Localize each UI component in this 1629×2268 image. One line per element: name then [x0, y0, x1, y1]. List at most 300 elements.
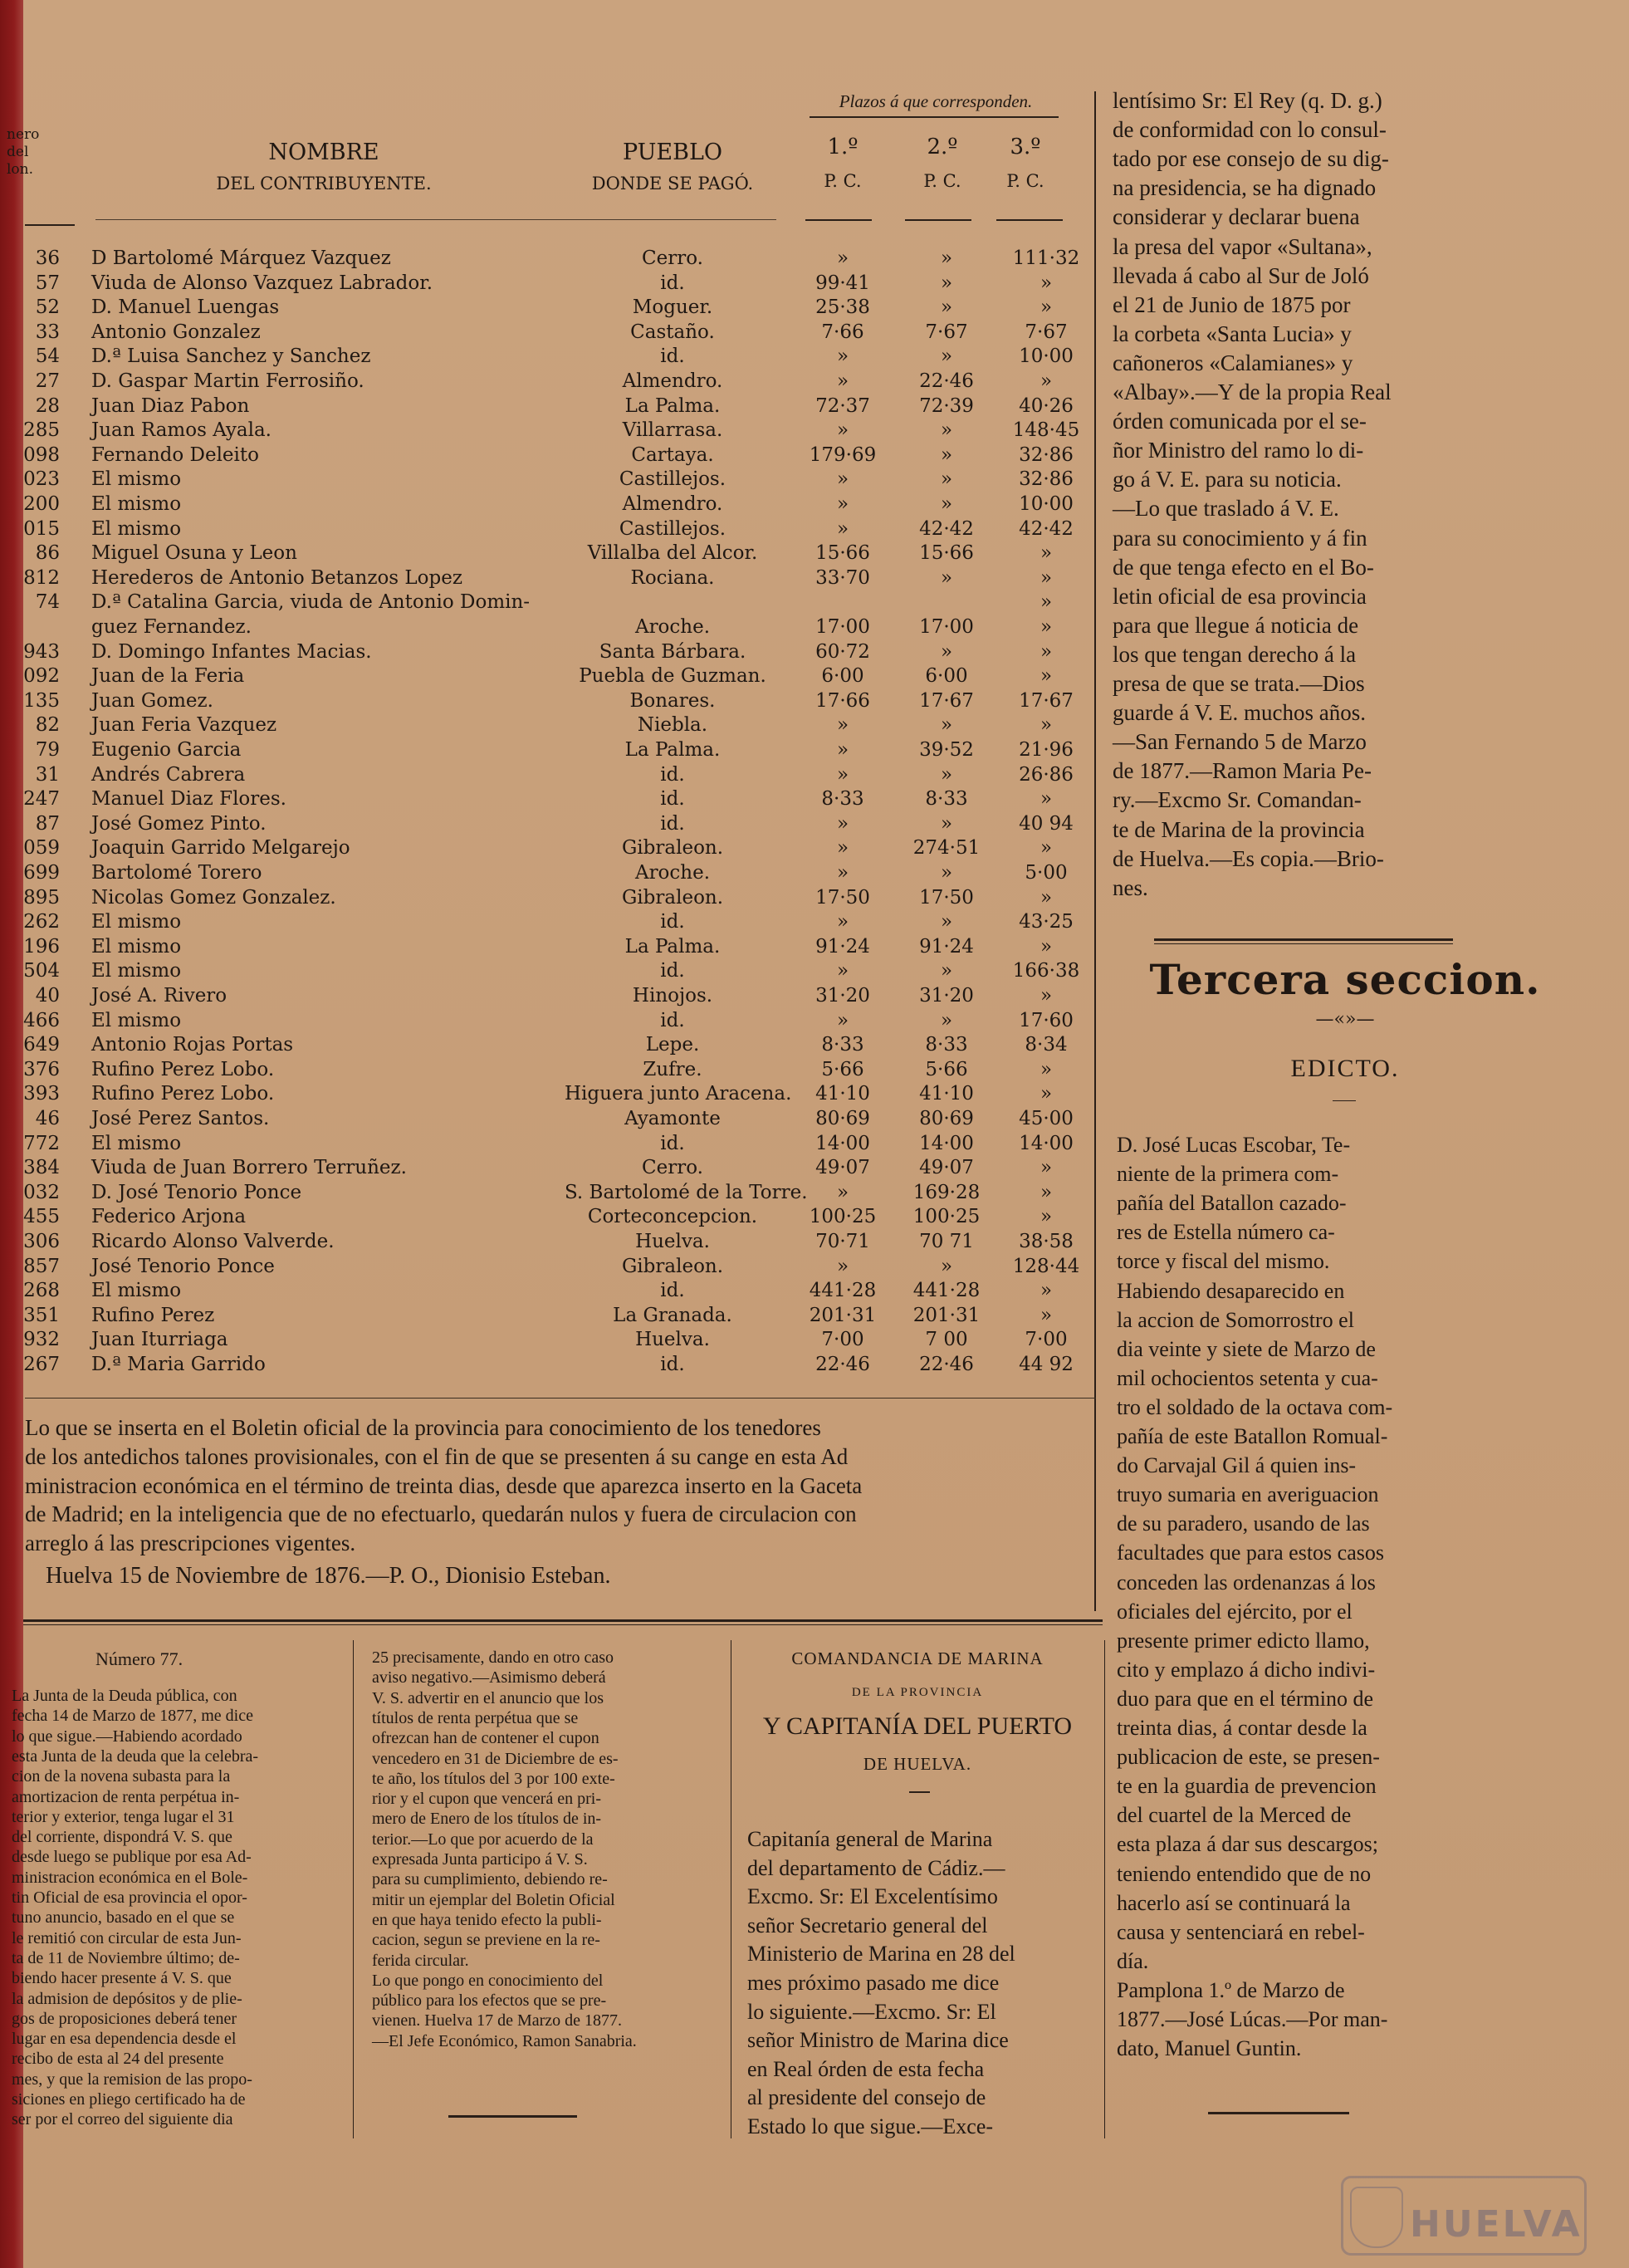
row-plazo-2: »	[940, 566, 953, 589]
row-plazo-2: 14·00	[919, 1132, 974, 1154]
right-text-line: de que tenga efecto en el Bo-	[1113, 554, 1374, 580]
row-plazo-2: 22·46	[919, 370, 974, 392]
numero77-line: amortizacion de renta perpétua in-	[12, 1787, 240, 1806]
contributor-name: Juan de la Feria	[91, 665, 245, 688]
right-text-line: guarde á V. E. muchos años.	[1113, 700, 1366, 726]
row-plazo-2: »	[940, 443, 953, 466]
row-plazo-3: 32·86	[1019, 443, 1074, 466]
table-row	[0, 1057, 1079, 1082]
table-row	[0, 934, 1079, 959]
row-pueblo: Castillejos.	[619, 517, 726, 540]
row-number: 31	[35, 763, 60, 786]
row-plazo-1: 41·10	[815, 1083, 870, 1105]
row-plazo-2: »	[940, 812, 953, 835]
row-plazo-2: 49·07	[919, 1157, 974, 1179]
row-plazo-3: »	[1040, 1280, 1053, 1302]
row-pueblo: Villalba del Alcor.	[587, 542, 758, 565]
comandancia-line: señor Ministro de Marina dice	[747, 2028, 1009, 2053]
row-pueblo: id.	[660, 1009, 685, 1031]
numero77-line: esta Junta de la deuda que la celebra-	[12, 1746, 259, 1766]
edicto-line: duo para que en el término de	[1117, 1686, 1373, 1711]
contributor-name: Eugenio Garcia	[91, 739, 242, 761]
edicto-line: pañía del Batallon cazado-	[1117, 1191, 1347, 1216]
row-plazo-3: 5·00	[1025, 862, 1068, 884]
contributor-name: Rufino Perez Lobo.	[91, 1083, 275, 1105]
row-plazo-3: »	[1040, 714, 1053, 737]
table-row	[0, 860, 1079, 885]
numero77-line: recibo de esta al 24 del presente	[12, 2050, 224, 2069]
row-number: 46	[35, 1108, 60, 1129]
row-plazo-1: »	[836, 1255, 849, 1277]
table-row	[0, 1155, 1079, 1180]
right-text-line: ñor Ministro del ramo lo di-	[1113, 438, 1364, 463]
edicto-line: pañía de este Batallon Romual-	[1117, 1424, 1388, 1448]
row-number: 895	[23, 886, 60, 909]
numero77-line: tin Oficial de esa provincia el opor-	[12, 1888, 247, 1907]
edicto-line: conceden las ordenanzas á los	[1117, 1570, 1376, 1594]
right-text-line: lentísimo Sr: El Rey (q. D. g.)	[1113, 88, 1382, 113]
row-plazo-3: »	[1040, 591, 1053, 614]
row-plazo-1: 25·38	[815, 296, 870, 319]
row-plazo-2: 441·28	[912, 1280, 981, 1302]
row-number: 247	[23, 788, 60, 811]
row-plazo-3: 128·44	[1012, 1255, 1080, 1277]
row-plazo-1: »	[836, 419, 849, 442]
plazos-rule	[810, 116, 1059, 118]
right-text-line: para que llegue á noticia de	[1113, 612, 1359, 638]
right-text-line: considerar y declarar buena	[1113, 204, 1360, 230]
table-row	[0, 811, 1079, 836]
edicto-line: truyo sumaria en averiguacion	[1117, 1482, 1379, 1507]
table-row	[0, 983, 1079, 1008]
table-row	[0, 786, 1079, 811]
row-pueblo: id.	[660, 1280, 685, 1302]
table-row	[0, 909, 1079, 934]
numero77-line: ministracion económica en el Bole-	[12, 1868, 248, 1887]
row-number: 772	[23, 1132, 60, 1154]
row-number: 023	[23, 468, 60, 491]
row-plazo-1: 8·33	[821, 1034, 864, 1056]
notice-line: de Madrid; en la inteligencia que de no efectuarlo, quedarán nulos y fuera de circulacion con	[25, 1501, 857, 1527]
row-plazo-3: 17·60	[1019, 1009, 1074, 1031]
row-number: 466	[23, 1009, 60, 1031]
contributor-name: D.ª Catalina Garcia, viuda de Antonio Domin-	[91, 591, 531, 614]
contributor-name: El mismo	[91, 468, 182, 491]
contributor-name: D. José Tenorio Ponce	[91, 1181, 302, 1203]
table-row	[0, 1254, 1079, 1279]
right-text-line: tado por ese consejo de su dig-	[1113, 146, 1389, 172]
header-rule-1	[805, 219, 872, 221]
row-number: 74	[35, 591, 60, 614]
contributor-name: Federico Arjona	[91, 1206, 247, 1228]
row-plazo-3: »	[1040, 616, 1053, 638]
right-text-line: la presa del vapor «Sultana»,	[1113, 233, 1372, 259]
row-number: 196	[23, 935, 60, 958]
row-pueblo: Almendro.	[622, 493, 723, 515]
contributor-name: Joaquin Garrido Melgarejo	[91, 837, 350, 860]
row-plazo-1: 15·66	[815, 542, 870, 565]
numero77-line: V. S. advertir en el anuncio que los	[372, 1688, 604, 1707]
shield-icon	[1350, 2187, 1403, 2248]
contributor-name: Fernando Deleito	[91, 443, 259, 466]
row-plazo-3: 40·26	[1019, 394, 1074, 417]
numero77-line: vencedero en 31 de Diciembre de es-	[372, 1749, 619, 1768]
row-plazo-2: »	[940, 247, 953, 269]
row-plazo-3: 21·96	[1019, 739, 1074, 761]
numero77-line: fecha 14 de Marzo de 1877, me dice	[12, 1707, 253, 1726]
row-number: 943	[23, 640, 60, 663]
row-plazo-2: 39·52	[919, 739, 974, 761]
row-number: 857	[23, 1255, 60, 1277]
row-plazo-2: 6·00	[925, 665, 968, 688]
comandancia-line: mes próximo pasado me dice	[747, 1971, 1000, 1995]
row-plazo-3: 32·86	[1019, 468, 1074, 491]
row-plazo-3: »	[1040, 837, 1053, 860]
edicto-line: teniendo entendido que de no	[1117, 1861, 1372, 1886]
numero77-line: expresada Junta participo á V. S.	[372, 1850, 588, 1869]
table-row	[0, 566, 1079, 590]
row-pueblo: Gibraleon.	[621, 837, 724, 860]
row-pueblo: Castillejos.	[619, 468, 726, 491]
row-plazo-1: 5·66	[821, 1058, 864, 1080]
row-number: 268	[23, 1280, 60, 1302]
right-text-line: ry.—Excmo Sr. Comandan-	[1113, 787, 1362, 813]
table-row	[0, 467, 1079, 492]
row-pueblo: Castaño.	[630, 321, 715, 343]
row-plazo-1: »	[836, 370, 849, 392]
numero77-line: del corriente, dispondrá V. S. que	[12, 1828, 232, 1847]
comandancia-line: Estado lo que sigue.—Exce-	[747, 2114, 994, 2138]
row-plazo-2: »	[940, 296, 953, 319]
numero77-line: mitir un ejemplar del Boletin Oficial	[372, 1890, 615, 1909]
row-plazo-3: 38·58	[1019, 1231, 1074, 1252]
row-plazo-2: 17·67	[919, 689, 974, 712]
row-pueblo: Aroche.	[634, 862, 711, 884]
bottom-section-rule-2	[23, 1624, 1103, 1625]
table-row	[0, 1327, 1079, 1352]
row-pueblo: La Palma.	[624, 394, 721, 417]
table-row	[0, 1131, 1079, 1156]
row-plazo-2: 169·28	[912, 1181, 981, 1203]
numero77-line: desde luego se publique por esa Ad-	[12, 1848, 252, 1867]
right-text-line: de conformidad con lo consul-	[1113, 117, 1387, 143]
row-number: 135	[23, 689, 60, 712]
pueblo-subheader: DONDE SE PAGÓ.	[591, 174, 754, 193]
comandancia-title: COMANDANCIA DE MARINA	[791, 1648, 1044, 1668]
row-number: 285	[23, 419, 60, 442]
row-plazo-3: 42·42	[1019, 517, 1074, 540]
numero77-line: terior y exterior, tenga lugar el 31	[12, 1807, 235, 1826]
contributor-name: Miguel Osuna y Leon	[91, 542, 297, 565]
row-plazo-1: 100·25	[809, 1206, 877, 1228]
edicto-line: publicacion de este, se presen-	[1117, 1745, 1380, 1770]
edicto-rule	[1333, 1100, 1356, 1101]
comandancia-line: del departamento de Cádiz.—	[747, 1855, 1005, 1880]
contributor-name: Manuel Diaz Flores.	[91, 788, 286, 811]
row-plazo-2: »	[940, 960, 953, 982]
table-row	[0, 320, 1079, 345]
contributor-name: José Perez Santos.	[91, 1108, 270, 1129]
row-plazo-1: 33·70	[815, 566, 870, 589]
row-plazo-3: »	[1040, 1304, 1053, 1326]
contributor-name: Andrés Cabrera	[91, 763, 246, 786]
row-plazo-3: »	[1040, 665, 1053, 688]
row-pueblo: Moguer.	[632, 296, 713, 319]
row-plazo-3: »	[1040, 640, 1053, 663]
row-plazo-1: »	[836, 763, 849, 786]
row-plazo-1: 7·66	[821, 321, 864, 343]
huelva-title: DE HUELVA.	[863, 1754, 972, 1774]
row-plazo-1: 72·37	[815, 394, 870, 417]
row-pueblo: Aroche.	[634, 616, 711, 638]
numero77-line: terior.—Lo que por acuerdo de la	[372, 1830, 594, 1849]
column-divider	[1094, 91, 1096, 1611]
header-rule-2	[905, 219, 971, 221]
numero77-end-rule	[448, 2115, 577, 2118]
contributor-name: Nicolas Gomez Gonzalez.	[91, 886, 336, 909]
row-plazo-3: »	[1040, 935, 1053, 958]
contributor-name: José A. Rivero	[91, 985, 227, 1007]
comandancia-line: Ministerio de Marina en 28 del	[747, 1942, 1015, 1967]
row-plazo-2: »	[940, 493, 953, 515]
numero77-line: Lo que pongo en conocimiento del	[372, 1971, 604, 1990]
row-plazo-2: »	[940, 468, 953, 491]
row-plazo-2: »	[940, 763, 953, 786]
row-plazo-3: 7·67	[1025, 321, 1068, 343]
contributor-name: El mismo	[91, 1009, 182, 1031]
row-pueblo: id.	[660, 911, 685, 933]
row-plazo-1: 99·41	[815, 272, 870, 294]
row-plazo-3: 111·32	[1012, 247, 1080, 269]
row-plazo-3: 148·45	[1012, 419, 1080, 442]
row-plazo-1: »	[836, 345, 849, 368]
row-plazo-1: 7·00	[821, 1329, 864, 1351]
edicto-line: Habiendo desaparecido en	[1117, 1278, 1345, 1303]
numero77-line: lo que sigue.—Habiendo acordado	[12, 1727, 242, 1746]
right-text-line: los que tengan derecho á la	[1113, 641, 1357, 667]
row-plazo-1: »	[836, 960, 849, 982]
right-text-line: —Lo que traslado á V. E.	[1113, 496, 1339, 522]
row-plazo-3: »	[1040, 1181, 1053, 1203]
right-text-line: presa de que se trata.—Dios	[1113, 671, 1365, 696]
row-number: 86	[35, 542, 60, 565]
edicto-line: D. José Lucas Escobar, Te-	[1117, 1133, 1351, 1157]
table-row	[0, 418, 1079, 443]
table-row	[0, 1229, 1079, 1254]
row-number: 812	[23, 566, 60, 589]
row-number: 032	[23, 1181, 60, 1203]
row-plazo-2: 17·50	[919, 886, 974, 909]
row-plazo-1: 14·00	[815, 1132, 870, 1154]
contributor-name: El mismo	[91, 493, 182, 515]
row-pueblo: id.	[660, 763, 685, 786]
right-text-line: —San Fernando 5 de Marzo	[1113, 729, 1367, 755]
row-plazo-3: »	[1040, 886, 1053, 909]
edicto-line: cito y emplazo á dicho indivi-	[1117, 1657, 1376, 1682]
table-row	[0, 958, 1079, 983]
contributor-name: Antonio Gonzalez	[91, 321, 261, 343]
numero77-line: ser por el correo del siguiente dia	[12, 2110, 233, 2129]
row-plazo-1: 441·28	[809, 1280, 877, 1302]
row-plazo-3: »	[1040, 542, 1053, 565]
row-plazo-2: 8·33	[925, 788, 968, 811]
edicto-line: día.	[1117, 1948, 1149, 1973]
numero77-line: 25 precisamente, dando en otro caso	[372, 1648, 614, 1667]
contributor-name: D Bartolomé Márquez Vazquez	[91, 247, 391, 269]
contributor-name: El mismo	[91, 1132, 182, 1154]
table-row	[0, 1303, 1079, 1328]
row-number: 699	[23, 862, 60, 884]
plazo-1-header: 1.º	[827, 135, 859, 159]
header-rule-3	[996, 219, 1063, 221]
row-plazo-3: 166·38	[1012, 960, 1080, 982]
row-number: 40	[35, 985, 60, 1007]
row-pueblo: Huelva.	[635, 1329, 710, 1351]
row-plazo-2: 201·31	[912, 1304, 981, 1326]
tercera-seccion-title: Tercera seccion.	[1149, 955, 1541, 1004]
row-plazo-1: 17·50	[815, 886, 870, 909]
row-pueblo: id.	[660, 1354, 685, 1375]
row-number: 28	[35, 394, 60, 417]
contributor-name: D.ª Luisa Sanchez y Sanchez	[91, 345, 371, 368]
numero77-line: cacion, segun se previene en la re-	[372, 1931, 600, 1950]
row-plazo-3: »	[1040, 1058, 1053, 1080]
row-pueblo: id.	[660, 960, 685, 982]
row-plazo-2: 274·51	[912, 837, 981, 860]
row-plazo-1: 70·71	[815, 1231, 870, 1252]
contributor-name: Juan Diaz Pabon	[91, 394, 250, 417]
table-row	[0, 1352, 1079, 1377]
row-plazo-1: »	[836, 517, 849, 540]
contributor-name: El mismo	[91, 911, 182, 933]
numero-header: nero del lon.	[7, 126, 40, 178]
row-number: 57	[35, 272, 60, 294]
section-rule-top	[1154, 938, 1453, 941]
plazo-2-header: 2.º	[927, 135, 958, 159]
ornament: —«»—	[1315, 1009, 1375, 1030]
table-row	[0, 1106, 1079, 1131]
table-row	[0, 271, 1079, 296]
contributor-name: D. Manuel Luengas	[91, 296, 280, 319]
row-number: 376	[23, 1058, 60, 1080]
pueblo-header: PUEBLO	[622, 140, 723, 165]
row-plazo-2: 41·10	[919, 1083, 974, 1105]
table-row	[0, 1032, 1079, 1057]
table-row	[0, 394, 1079, 419]
numero77-title: Número 77.	[95, 1648, 183, 1669]
plazo-3-header: 3.º	[1010, 135, 1041, 159]
row-pueblo: Puebla de Guzman.	[579, 665, 766, 688]
table-row	[0, 344, 1079, 369]
contributor-name: Juan Feria Vazquez	[91, 714, 277, 737]
row-plazo-2: »	[940, 714, 953, 737]
table-row	[0, 1204, 1079, 1229]
section-rule-top-2	[1154, 943, 1453, 944]
row-pueblo: Hinojos.	[632, 985, 713, 1007]
right-text-line: órden comunicada por el se-	[1113, 409, 1367, 434]
row-pueblo: Cerro.	[642, 247, 703, 269]
numero77-line: en que haya tenido efecto la publi-	[372, 1910, 602, 1929]
row-plazo-2: 8·33	[925, 1034, 968, 1056]
row-number: 098	[23, 443, 60, 466]
numero77-line: La Junta de la Deuda pública, con	[12, 1687, 237, 1705]
edicto-line: esta plaza á dar sus descargos;	[1117, 1832, 1379, 1857]
edicto-line: facultades que para estos casos	[1117, 1541, 1384, 1565]
row-pueblo: La Granada.	[613, 1304, 732, 1326]
row-plazo-3: »	[1040, 985, 1053, 1007]
numero77-line: lugar en esa dependencia desde el	[12, 2030, 237, 2049]
edicto-line: hacerlo así se continuará la	[1117, 1890, 1351, 1915]
row-plazo-1: »	[836, 247, 849, 269]
row-plazo-1: »	[836, 837, 849, 860]
row-number: 87	[35, 812, 60, 835]
contributor-name: Viuda de Juan Borrero Terruñez.	[91, 1157, 407, 1179]
row-plazo-1: 49·07	[815, 1157, 870, 1179]
row-number: 059	[23, 837, 60, 860]
comandancia-line: señor Secretario general del	[747, 1913, 988, 1937]
edicto-line: Pamplona 1.º de Marzo de	[1117, 1977, 1345, 2002]
table-row	[0, 1008, 1079, 1033]
row-number: 092	[23, 665, 60, 688]
table-row	[0, 492, 1079, 517]
header-rule-num	[25, 224, 75, 226]
row-plazo-3: 14·00	[1019, 1132, 1074, 1154]
row-pueblo: Niebla.	[637, 714, 708, 737]
row-plazo-3: »	[1040, 566, 1053, 589]
row-plazo-2: 42·42	[919, 517, 974, 540]
row-plazo-2: 31·20	[919, 985, 974, 1007]
contributor-name: El mismo	[91, 960, 182, 982]
right-text-line: para su conocimiento y á fin	[1113, 525, 1367, 551]
edicto-line: do Carvajal Gil á quien ins-	[1117, 1453, 1357, 1478]
row-number: 455	[23, 1206, 60, 1228]
row-plazo-2: »	[940, 640, 953, 663]
row-plazo-1: »	[836, 493, 849, 515]
numero77-line: público para los efectos que se pre-	[372, 1991, 607, 2011]
comandancia-line: al presidente del consejo de	[747, 2085, 986, 2110]
table-row	[0, 615, 1079, 639]
table-row	[0, 885, 1079, 910]
row-plazo-2: 5·66	[925, 1058, 968, 1080]
row-pueblo: id.	[660, 272, 685, 294]
row-plazo-1: »	[836, 468, 849, 491]
contributor-name: El mismo	[91, 935, 182, 958]
row-pueblo: Cartaya.	[631, 443, 714, 466]
row-plazo-1: »	[836, 1181, 849, 1203]
row-plazo-2: »	[940, 1009, 953, 1031]
row-plazo-3: 40 94	[1019, 812, 1074, 835]
row-plazo-3: »	[1040, 788, 1053, 811]
row-plazo-1: 17·66	[815, 689, 870, 712]
row-plazo-2: »	[940, 862, 953, 884]
comandancia-line: Excmo. Sr: El Excelentísimo	[747, 1884, 998, 1909]
row-plazo-2: 15·66	[919, 542, 974, 565]
nombre-subheader: DEL CONTRIBUYENTE.	[216, 174, 432, 193]
row-plazo-3: »	[1040, 1157, 1053, 1179]
numero77-line: mes, y que la remision de las propo-	[12, 2070, 252, 2089]
numero77-line: la admision de depósitos y de plie-	[12, 1989, 242, 2008]
row-pueblo: id.	[660, 1132, 685, 1154]
row-plazo-1: »	[836, 739, 849, 761]
right-text-line: te de Marina de la provincia	[1113, 816, 1365, 842]
row-pueblo: S. Bartolomé de la Torre.	[565, 1181, 808, 1203]
table-row	[0, 664, 1079, 688]
contributor-name: Juan Gomez.	[91, 689, 213, 712]
row-plazo-1: »	[836, 1009, 849, 1031]
row-plazo-2: 80·69	[919, 1108, 974, 1129]
edicto-line: torce y fiscal del mismo.	[1117, 1249, 1330, 1274]
row-pueblo: id.	[660, 345, 685, 368]
